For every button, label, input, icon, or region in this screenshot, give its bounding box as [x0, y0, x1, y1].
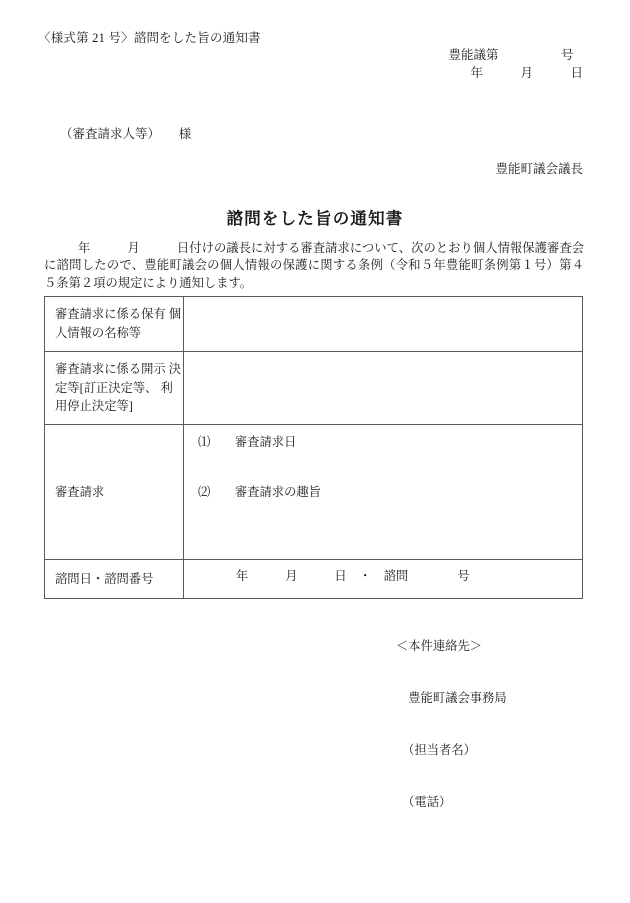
body-paragraph-text: 年 月 日付けの議長に対する審査請求について、次のとおり個人情報保護審査会に諮問したので、豊能町議会の個人情報の保護に関する条例（令和５年豊能町条例第１号）第４５条第２項の規定により通知します。 — [44, 241, 584, 290]
form-number-label: 〈様式第 21 号〉諮問をした旨の通知書 — [38, 31, 261, 45]
document-date: 年 月 日 — [470, 66, 583, 80]
row-label-retained-info: 審査請求に係る保有 個人情報の名称等 — [45, 297, 184, 352]
consultation-date-number: 年 月 日 ・ 諮問 号 — [236, 569, 470, 583]
signer-line: 豊能町議会議長 — [495, 162, 583, 176]
table-row — [45, 560, 583, 599]
review-request-item-1: ⑴ 審査請求日 — [198, 435, 297, 449]
row-value-consultation-date[interactable] — [184, 560, 583, 599]
body-paragraph — [44, 240, 584, 292]
contact-block — [396, 603, 507, 847]
table-row — [45, 352, 583, 425]
row-value-retained-info[interactable] — [184, 297, 583, 352]
addressee-line: （審査請求人等） 様 — [60, 127, 192, 141]
row-label-review-request: 審査請求 — [45, 425, 184, 560]
notification-table — [44, 296, 583, 599]
page-title: 諮問をした旨の通知書 — [226, 209, 404, 228]
row-label-consultation-date: 諮問日・諮問番号 — [45, 560, 184, 599]
contact-phone: （電話） — [396, 795, 452, 810]
row-value-review-request[interactable] — [184, 425, 583, 560]
contact-person: （担当者名） — [396, 743, 476, 758]
row-value-disclosure-decision[interactable] — [184, 352, 583, 425]
review-request-item-2: ⑵ 審査請求の趣旨 — [198, 484, 321, 499]
contact-office: 豊能町議会事務局 — [396, 691, 507, 706]
row-label-disclosure-decision: 審査請求に係る開示 決定等[訂正決定等、 利用停止決定等] — [45, 352, 184, 425]
document-number: 豊能議第 号 — [448, 48, 574, 62]
contact-heading: ＜本件連絡先＞ — [396, 638, 483, 653]
document-meta-block — [448, 46, 583, 82]
table-row — [45, 297, 583, 352]
table-row — [45, 425, 583, 560]
